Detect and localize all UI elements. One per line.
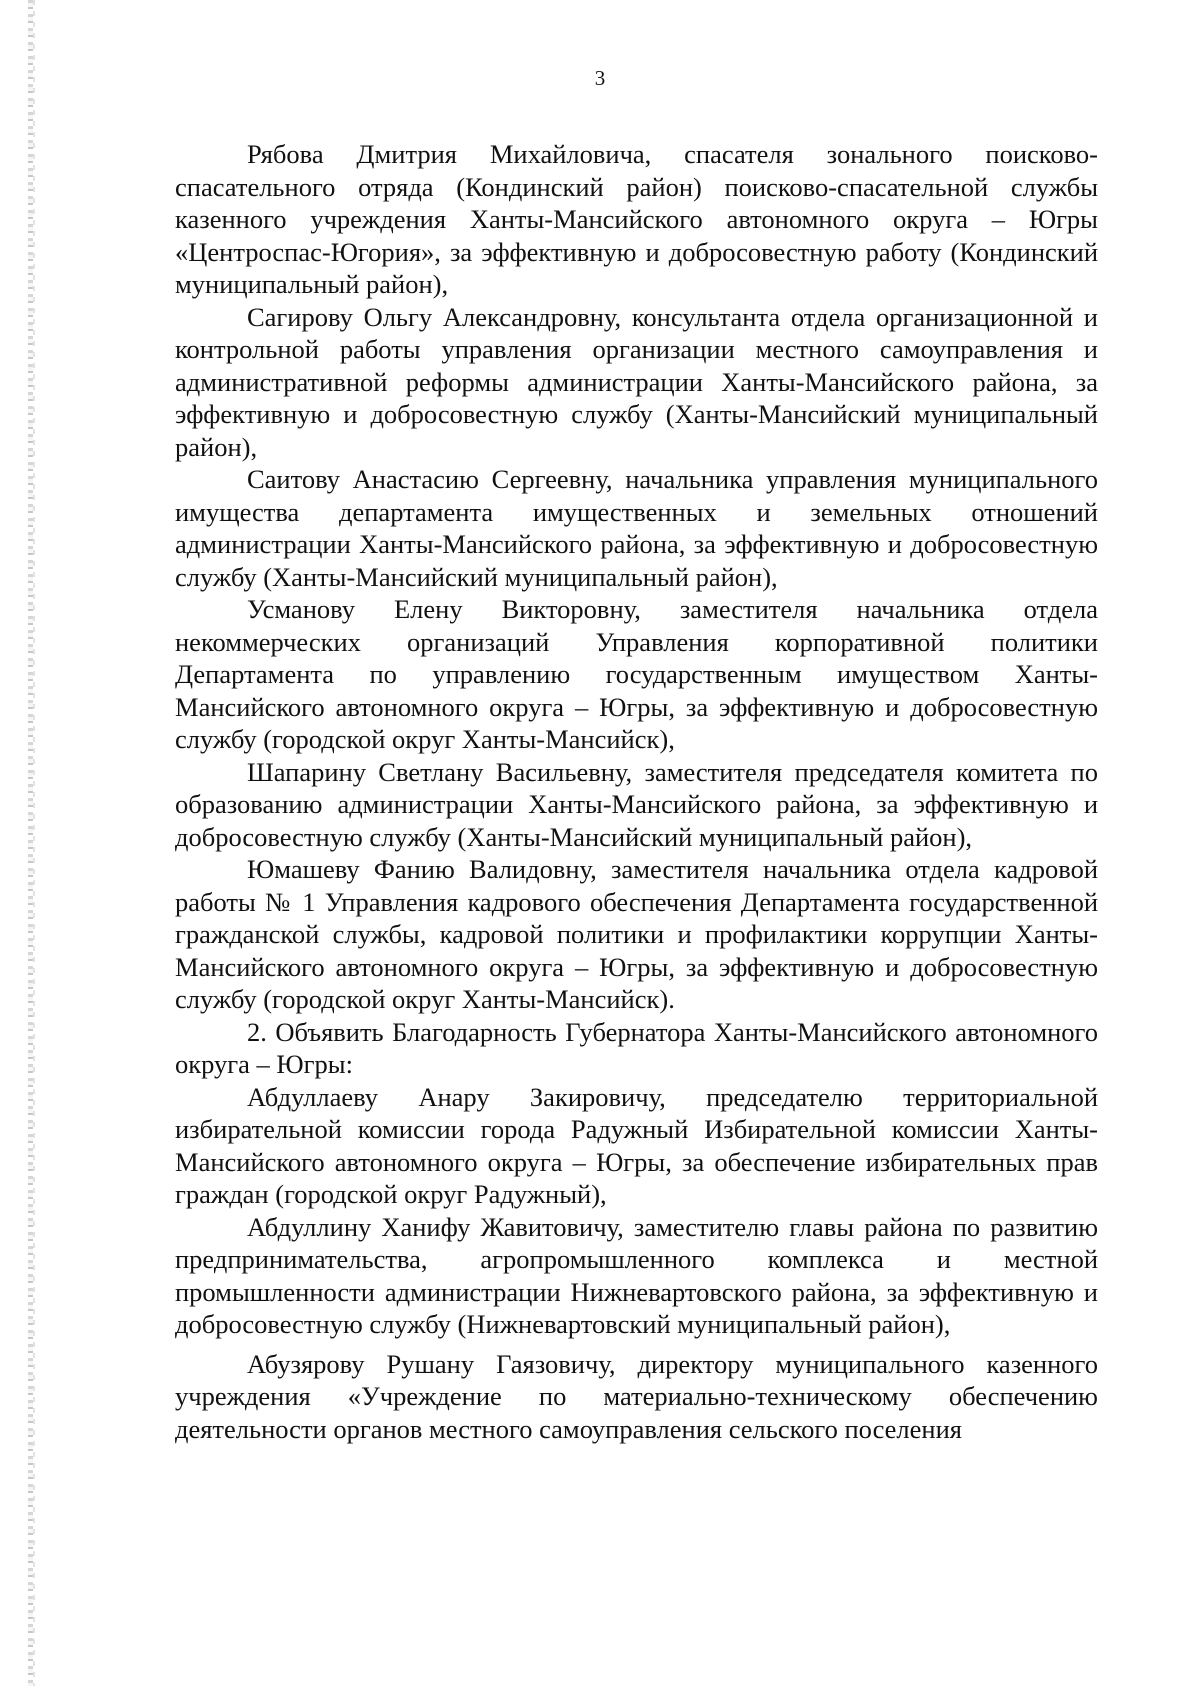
paragraph-ryabov: Рябова Дмитрия Михайловича, спасателя зонального поисково-спасательного отряда (Кондинский район) поисково-спасательной службы казенного учреждения Ханты-Мансийского автономного округа – Югры «Центроспас-Югория», за эффективную и добросовестную работу (Кондинский муниципальный район), (175, 139, 1098, 299)
document-body (175, 138, 1098, 1445)
paragraph-section-2: 2. Объявить Благодарность Губернатора Ханты-Мансийского автономного округа – Югры: (175, 1016, 1098, 1079)
paragraph-usmanova: Усманову Елену Викторовну, заместителя начальника отдела некоммерческих организаций Управления корпоративной политики Департамента по управлению государственным имуществом Ханты-Мансийского автономного округа – Югры, за эффективную и добросовестную службу (городской округ Ханты-Мансийск), (175, 594, 1098, 754)
paragraph-abuzyarov: Абузярову Рушану Гаязовичу, директору муниципального казенного учреждения «Учреждение по материально-техническому обеспечению деятельности органов местного самоуправления сельского поселения (175, 1348, 1098, 1444)
paragraph-abdullaev: Абдуллаеву Анару Закировичу, председателю территориальной избирательной комиссии города Радужный Избирательной комиссии Ханты-Мансийского автономного округа – Югры, за обеспечение избирательных прав граждан (городской округ Радужный), (175, 1081, 1098, 1209)
scan-edge-artifact-inner (33, 0, 35, 1686)
paragraph-yumasheva: Юмашеву Фанию Валидовну, заместителя начальника отдела кадровой работы № 1 Управления кадрового обеспечения Департамента государственной гражданской службы, кадровой политики и профилактики коррупции Ханты-Мансийского автономного округа – Югры, за эффективную и добросовестную службу (городской округ Ханты-Мансийск). (175, 854, 1098, 1014)
paragraph-sagirova: Сагирову Ольгу Александровну, консультанта отдела организационной и контрольной работы управления организации местного самоуправления и административной реформы администрации Ханты-Мансийского района, за эффективную и добросовестную службу (Ханты-Мансийский муниципальный район), (175, 301, 1098, 462)
page-number: 3 (594, 66, 606, 90)
paragraph-shaparina: Шапарину Светлану Васильевну, заместителя председателя комитета по образованию администрации Ханты-Мансийского района, за эффективную и добросовестную службу (Ханты-Мансийский муниципальный район), (175, 756, 1098, 852)
paragraph-saitova: Саитову Анастасию Сергеевну, начальника управления муниципального имущества департамента имущественных и земельных отношений администрации Ханты-Мансийского района, за эффективную и добросовестную службу (Ханты-Мансийский муниципальный район), (175, 464, 1098, 592)
paragraph-abdullin: Абдуллину Ханифу Жавитовичу, заместителю главы района по развитию предпринимательства, агропромышленного комплекса и местной промышленности администрации Нижневартовского района, за эффективную и добросовестную службу (Нижневартовский муниципальный район), (175, 1211, 1098, 1339)
